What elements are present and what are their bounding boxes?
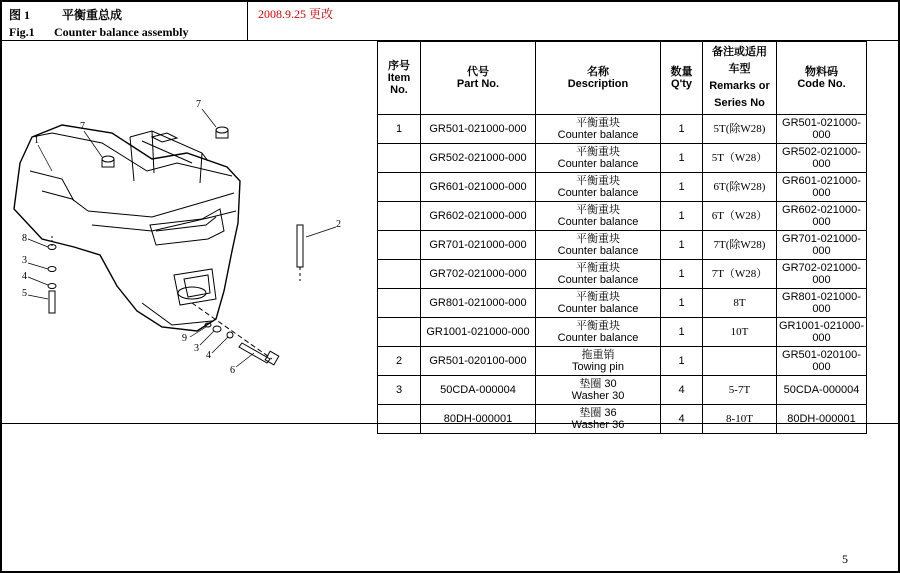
cell-part-no: GR502-021000-000 xyxy=(421,144,536,173)
cell-quantity: 1 xyxy=(661,115,703,144)
cell-quantity: 1 xyxy=(661,289,703,318)
table-row xyxy=(378,376,867,405)
header-description: 名称 Description xyxy=(536,42,661,115)
cell-description: 平衡重块 Counter balance xyxy=(536,260,661,289)
cell-item-no xyxy=(378,231,421,260)
table-header-row xyxy=(378,42,867,115)
cell-item-no: 3 xyxy=(378,376,421,405)
cell-description: 垫圈 36 Washer 36 xyxy=(536,405,661,434)
callout-7-left: 7 xyxy=(80,121,85,132)
cell-remarks: 8-10T xyxy=(703,405,777,434)
callout-1: 1 xyxy=(34,135,39,146)
cell-remarks xyxy=(703,347,777,376)
header-quantity: 数量 Q'ty xyxy=(661,42,703,115)
cell-code-no: GR702-021000-000 xyxy=(777,260,867,289)
cell-code-no: GR801-021000-000 xyxy=(777,289,867,318)
counterweight-top-frame xyxy=(130,131,208,183)
table-row xyxy=(378,144,867,173)
cell-remarks: 5-7T xyxy=(703,376,777,405)
callout-9: 9 xyxy=(182,333,187,344)
cell-remarks: 8T xyxy=(703,289,777,318)
table-row xyxy=(378,231,867,260)
figure-title-block xyxy=(2,2,248,40)
figure-number-cn: 图 1 xyxy=(9,8,31,22)
cell-quantity: 1 xyxy=(661,318,703,347)
table-row xyxy=(378,173,867,202)
cell-part-no: GR501-020100-000 xyxy=(421,347,536,376)
cell-quantity: 4 xyxy=(661,376,703,405)
cell-remarks: 6T（W28） xyxy=(703,202,777,231)
cell-description: 平衡重块 Counter balance xyxy=(536,318,661,347)
cell-quantity: 1 xyxy=(661,202,703,231)
towing-pin xyxy=(297,225,303,267)
cell-remarks: 6T(除W28) xyxy=(703,173,777,202)
cell-item-no xyxy=(378,202,421,231)
cell-description: 平衡重块 Counter balance xyxy=(536,231,661,260)
cell-item-no: 1 xyxy=(378,115,421,144)
table-row xyxy=(378,115,867,144)
cell-remarks: 7T(除W28) xyxy=(703,231,777,260)
callout-2: 2 xyxy=(336,219,341,230)
cell-quantity: 4 xyxy=(661,405,703,434)
callout-6: 6 xyxy=(230,365,235,376)
table-row xyxy=(378,260,867,289)
cell-part-no: GR602-021000-000 xyxy=(421,202,536,231)
header-code-no: 物料码 Code No. xyxy=(777,42,867,115)
rubber-stopper-right xyxy=(216,127,228,133)
cell-code-no: 80DH-000001 xyxy=(777,405,867,434)
header-remarks: 备注或适用 车型 Remarks or Series No xyxy=(703,42,777,115)
callout-4-right: 4 xyxy=(206,350,211,361)
page-number: 5 xyxy=(842,552,848,566)
cell-code-no: 50CDA-000004 xyxy=(777,376,867,405)
cell-quantity: 1 xyxy=(661,347,703,376)
cell-part-no: GR601-021000-000 xyxy=(421,173,536,202)
cell-item-no: 2 xyxy=(378,347,421,376)
table-row xyxy=(378,405,867,434)
cell-part-no: GR801-021000-000 xyxy=(421,289,536,318)
cell-description: 平衡重块 Counter balance xyxy=(536,202,661,231)
figure-title-cn: 平衡重总成 xyxy=(62,8,123,22)
cell-description: 平衡重块 Counter balance xyxy=(536,144,661,173)
cell-code-no: GR501-020100-000 xyxy=(777,347,867,376)
cell-quantity: 1 xyxy=(661,260,703,289)
cell-item-no xyxy=(378,144,421,173)
cell-description: 拖重销 Towing pin xyxy=(536,347,661,376)
callout-3-right: 3 xyxy=(194,343,199,354)
cell-description: 平衡重块 Counter balance xyxy=(536,115,661,144)
bolt-left xyxy=(49,291,55,313)
cell-description: 平衡重块 Counter balance xyxy=(536,173,661,202)
figure-number-en: Fig.1 xyxy=(9,25,35,39)
cell-remarks: 7T（W28） xyxy=(703,260,777,289)
cell-code-no: GR601-021000-000 xyxy=(777,173,867,202)
cell-quantity: 1 xyxy=(661,173,703,202)
drawing-bottom-rule xyxy=(2,423,898,424)
figure-title-en: Counter balance assembly xyxy=(54,25,189,39)
callout-5: 5 xyxy=(22,288,27,299)
cell-item-no xyxy=(378,173,421,202)
callout-4-left: 4 xyxy=(22,271,27,282)
header-item-no: 序号 Item No. xyxy=(378,42,421,115)
cell-part-no: 50CDA-000004 xyxy=(421,376,536,405)
cell-item-no xyxy=(378,405,421,434)
cell-part-no: GR501-021000-000 xyxy=(421,115,536,144)
cell-item-no xyxy=(378,260,421,289)
cell-part-no: GR1001-021000-000 xyxy=(421,318,536,347)
table-row xyxy=(378,289,867,318)
cell-description: 平衡重块 Counter balance xyxy=(536,289,661,318)
cell-description: 垫圈 30 Washer 30 xyxy=(536,376,661,405)
cell-quantity: 1 xyxy=(661,144,703,173)
cell-remarks: 5T(除W28) xyxy=(703,115,777,144)
cell-item-no xyxy=(378,289,421,318)
cell-quantity: 1 xyxy=(661,231,703,260)
cell-remarks: 10T xyxy=(703,318,777,347)
cell-remarks: 5T（W28） xyxy=(703,144,777,173)
header-part-no: 代号 Part No. xyxy=(421,42,536,115)
cell-code-no: GR502-021000-000 xyxy=(777,144,867,173)
figure-header xyxy=(2,2,898,41)
cell-code-no: GR501-021000-000 xyxy=(777,115,867,144)
callout-3-left: 3 xyxy=(22,255,27,266)
counterweight-exploded-drawing xyxy=(2,41,376,423)
cell-part-no: 80DH-000001 xyxy=(421,405,536,434)
table-row xyxy=(378,347,867,376)
cell-code-no: GR1001-021000-000 xyxy=(777,318,867,347)
cell-code-no: GR701-021000-000 xyxy=(777,231,867,260)
callout-8: 8 xyxy=(22,233,27,244)
table-row xyxy=(378,318,867,347)
rubber-stopper-left xyxy=(102,156,114,162)
cell-code-no: GR602-021000-000 xyxy=(777,202,867,231)
revision-note: 2008.9.25 更改 xyxy=(258,7,334,21)
cell-item-no xyxy=(378,318,421,347)
parts-table xyxy=(377,41,867,434)
cell-part-no: GR701-021000-000 xyxy=(421,231,536,260)
cell-part-no: GR702-021000-000 xyxy=(421,260,536,289)
callout-7-right: 7 xyxy=(196,99,201,110)
table-row xyxy=(378,202,867,231)
